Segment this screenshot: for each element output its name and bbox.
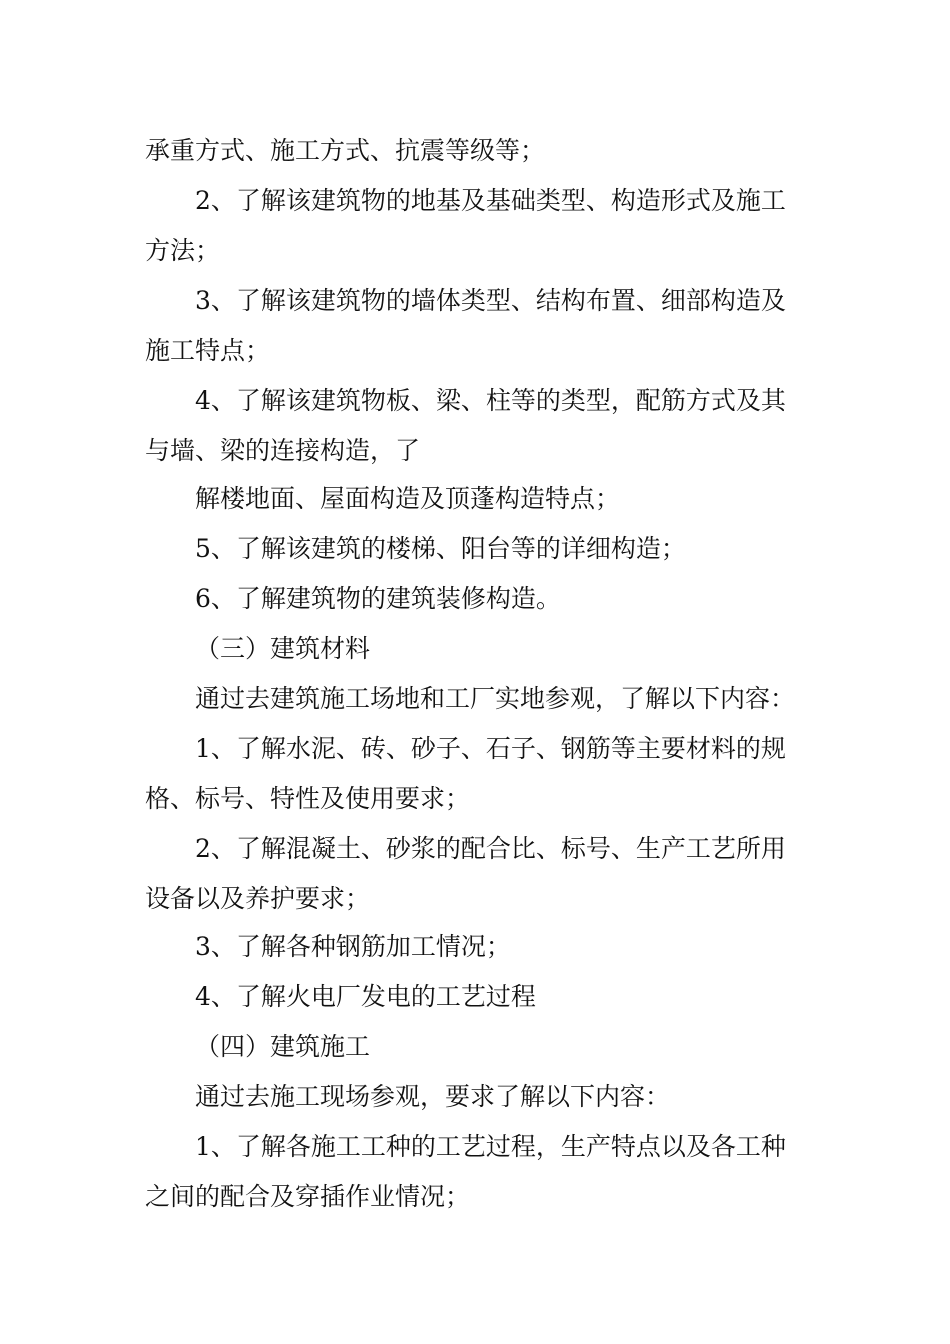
text-line: 之间的配合及穿插作业情况； — [145, 1182, 471, 1211]
text-line: 6、了解建筑物的建筑装修构造。 — [195, 584, 561, 613]
text-line: 1、了解水泥、砖、砂子、石子、钢筋等主要材料的规 — [195, 734, 786, 763]
text-line: 4、了解该建筑物板、梁、柱等的类型，配筋方式及其 — [195, 386, 786, 415]
text-line: 施工特点； — [145, 336, 271, 365]
text-line: 4、了解火电厂发电的工艺过程 — [195, 982, 536, 1011]
text-line: 3、了解各种钢筋加工情况； — [195, 932, 511, 961]
section-heading: （四）建筑施工 — [195, 1032, 371, 1061]
text-line: 2、了解该建筑物的地基及基础类型、构造形式及施工 — [195, 186, 786, 215]
text-line: 格、标号、特性及使用要求； — [145, 784, 471, 813]
text-line: 承重方式、施工方式、抗震等级等； — [145, 136, 546, 165]
text-line: 方法； — [145, 236, 221, 265]
text-line: 通过去施工现场参观，要求了解以下内容： — [195, 1082, 671, 1111]
text-line: 与墙、梁的连接构造，了 — [145, 436, 421, 465]
text-line: 5、了解该建筑的楼梯、阳台等的详细构造； — [195, 534, 686, 563]
text-line: 2、了解混凝土、砂浆的配合比、标号、生产工艺所用 — [195, 834, 786, 863]
text-line: 3、了解该建筑物的墙体类型、结构布置、细部构造及 — [195, 286, 786, 315]
text-line: 1、了解各施工工种的工艺过程，生产特点以及各工种 — [195, 1132, 786, 1161]
text-line: 设备以及养护要求； — [145, 884, 371, 913]
text-line: 通过去建筑施工场地和工厂实地参观，了解以下内容： — [195, 684, 796, 713]
section-heading: （三）建筑材料 — [195, 634, 371, 663]
text-line: 解楼地面、屋面构造及顶蓬构造特点； — [195, 484, 621, 513]
